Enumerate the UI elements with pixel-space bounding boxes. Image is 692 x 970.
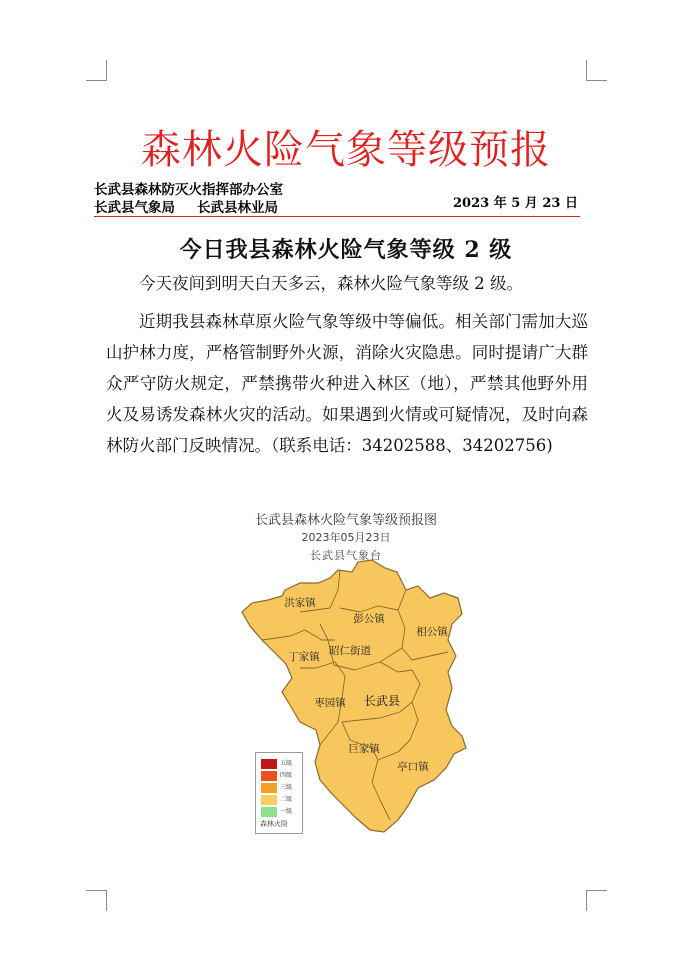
forecast-paragraph-2: 近期我县森林草原火险气象等级中等偏低。相关部门需加大巡山护林力度，严格管制野外火源，消除火灾隐患。同时提请广大群众严守防火规定，严禁携带火种进入林区（地），严禁其他野外用火及易诱发森林火灾的活动。如果遇到火情或可疑情况，及时向森林防火部门反映情况。（联系电话：34202588、34202756) [106, 312, 588, 455]
legend-label-level-3: 三级 [280, 784, 293, 791]
town-label-jujia: 巨家镇 [348, 743, 380, 755]
legend-swatch-level-1 [261, 807, 277, 817]
legend-caption: 森林火险 [260, 820, 288, 828]
fire-risk-legend [255, 752, 303, 834]
town-label-dingjia: 丁家镇 [288, 651, 320, 663]
legend-row-level-5 [261, 759, 301, 769]
county-seat-label: 长武县 [363, 694, 401, 708]
map-title: 长武县森林火险气象等级预报图 [254, 513, 437, 528]
map-date: 2023年05月23日 [301, 531, 391, 544]
forecast-paragraph-1: 今天夜间到明天白天多云，森林火险气象等级 2 级。 [139, 274, 523, 293]
town-label-xianggong: 相公镇 [416, 626, 448, 638]
issue-date: 2023 年 5 月 23 日 [453, 196, 578, 211]
legend-row-level-1 [261, 807, 301, 817]
legend-label-level-4: 四级 [280, 772, 293, 779]
town-label-zaoyuan: 枣园镇 [314, 697, 346, 709]
main-title: 森林火险气象等级预报 [141, 127, 551, 173]
legend-swatch-level-3 [261, 783, 277, 793]
legend-label-level-5: 五级 [280, 760, 293, 767]
forecast-subtitle: 今日我县森林火险气象等级 2 级 [179, 237, 513, 263]
issuer-line-1: 长武县森林防灭火指挥部办公室 [94, 182, 283, 198]
legend-row-level-2 [261, 795, 301, 805]
legend-label-level-1: 一级 [280, 808, 293, 815]
town-label-pengcheng: 彭公镇 [353, 613, 385, 625]
issuer-meteorology-bureau: 长武县气象局 [94, 200, 175, 216]
town-label-tingkou: 亭口镇 [397, 761, 429, 773]
legend-swatch-level-2 [261, 795, 277, 805]
town-label-hongjia: 洪家镇 [284, 597, 316, 609]
legend-label-level-2: 二级 [280, 796, 293, 803]
issuer-forestry-bureau: 长武县林业局 [197, 200, 278, 216]
legend-swatch-level-5 [261, 759, 277, 769]
legend-row-level-4 [261, 771, 301, 781]
map-source: 长武县气象台 [310, 549, 382, 562]
town-label-zhaoren: 昭仁街道 [329, 645, 371, 657]
legend-row-level-3 [261, 783, 301, 793]
legend-swatch-level-4 [261, 771, 277, 781]
